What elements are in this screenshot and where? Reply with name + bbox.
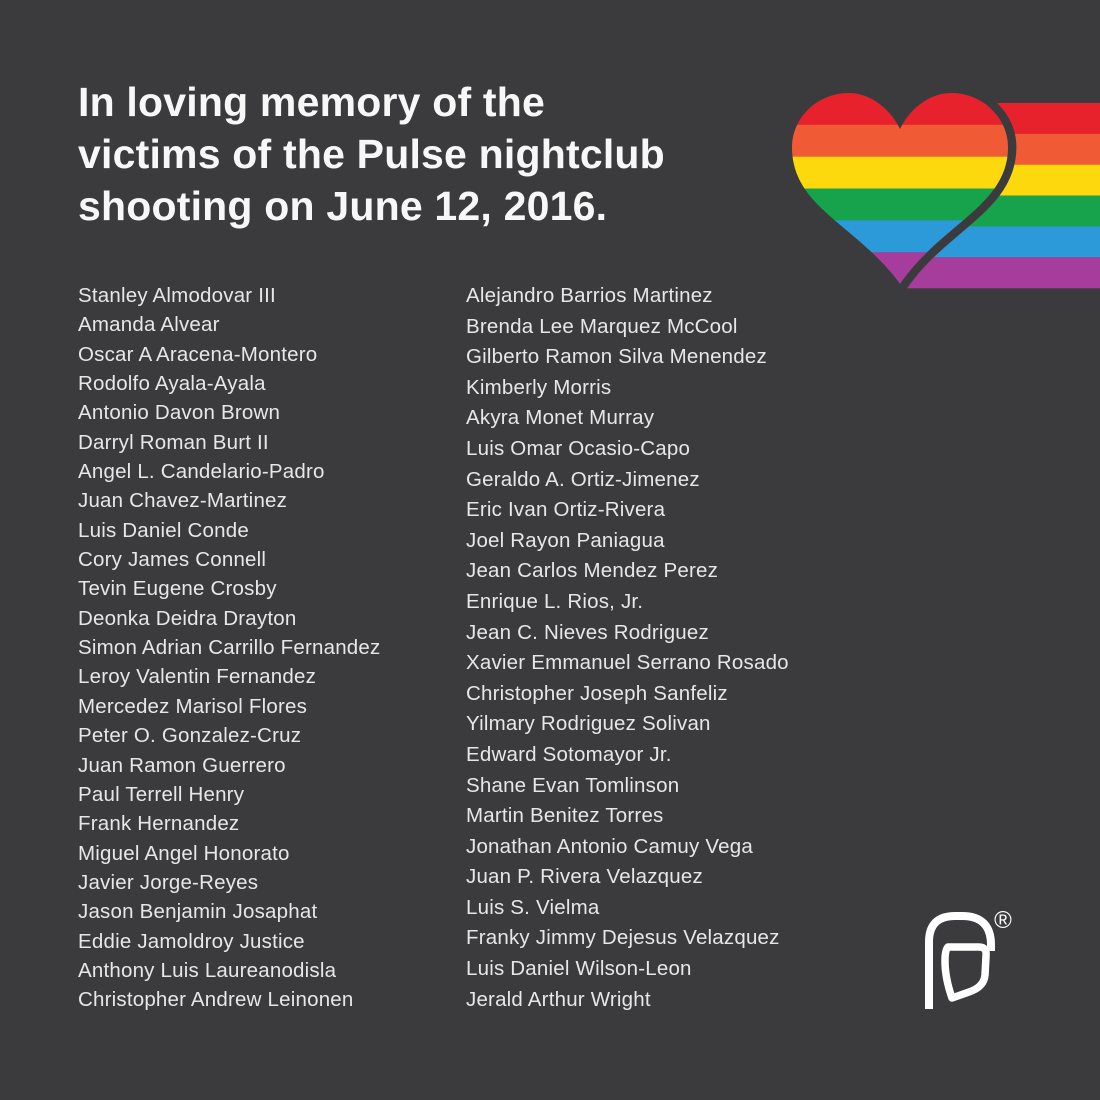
heart-stripe: [778, 93, 1023, 125]
victim-name: Enrique L. Rios, Jr.: [466, 589, 644, 613]
flag-stripe: [903, 257, 1100, 288]
victim-name: Jason Benjamin Josaphat: [78, 900, 318, 924]
victim-name: Juan Ramon Guerrero: [78, 753, 286, 777]
victim-name: Tevin Eugene Crosby: [78, 577, 277, 601]
victim-name: Luis Omar Ocasio-Capo: [466, 436, 691, 460]
victim-name: Stanley Almodovar III: [78, 284, 276, 307]
logo-leaf-stroke: [945, 947, 986, 998]
victim-name: Edward Sotomayor Jr.: [466, 742, 672, 766]
victim-name: Antonio Davon Brown: [78, 401, 281, 425]
victim-name: Angel L. Candelario-Padro: [78, 460, 325, 484]
victim-name: Amanda Alvear: [78, 313, 220, 337]
registered-trademark-symbol: ®: [994, 907, 1012, 934]
victim-name: Anthony Luis Laureanodisla: [78, 958, 337, 982]
title-line-1: In loving memory of the: [78, 79, 546, 125]
victim-name: Rodolfo Ayala-Ayala: [78, 372, 266, 396]
victim-name: Christopher Andrew Leinonen: [78, 988, 354, 1012]
victim-name: Juan P. Rivera Velazquez: [466, 865, 703, 889]
pride-heart-icon: [778, 56, 1100, 296]
victim-name: Peter O. Gonzalez-Cruz: [78, 724, 302, 748]
victim-name: Akyra Monet Murray: [466, 406, 655, 430]
victim-name: Oscar A Aracena-Montero: [78, 342, 318, 366]
victim-name: Deonka Deidra Drayton: [78, 606, 297, 630]
victim-name: Frank Hernandez: [78, 812, 240, 836]
victim-name: Kimberly Morris: [466, 375, 612, 399]
victim-name: Mercedez Marisol Flores: [78, 694, 308, 718]
victim-name: Eric Ivan Ortiz-Rivera: [466, 498, 666, 522]
victim-name: Jean Carlos Mendez Perez: [466, 559, 719, 583]
victim-name: Gilberto Ramon Silva Menendez: [466, 345, 767, 369]
victim-name: Luis Daniel Wilson-Leon: [466, 957, 692, 981]
title-line-2: victims of the Pulse nightclub: [78, 131, 665, 177]
victim-name: Brenda Lee Marquez McCool: [466, 314, 738, 338]
victim-name: Darryl Roman Burt II: [78, 430, 269, 454]
heart-stripe: [778, 125, 1023, 157]
victim-name: Geraldo A. Ortiz-Jimenez: [466, 467, 700, 491]
victim-name: Martin Benitez Torres: [466, 804, 664, 828]
victim-name: Xavier Emmanuel Serrano Rosado: [466, 651, 789, 675]
victim-name: Miguel Angel Honorato: [78, 841, 290, 865]
planned-parenthood-logo-icon: [920, 898, 1025, 1016]
victim-name: Simon Adrian Carrillo Fernandez: [78, 636, 381, 660]
victim-name: Joel Rayon Paniagua: [466, 528, 665, 552]
victim-name: Paul Terrell Henry: [78, 782, 245, 806]
heart-stripe: [778, 157, 1023, 189]
victim-name: Yilmary Rodriguez Solivan: [466, 712, 711, 736]
title-line-3: shooting on June 12, 2016.: [78, 183, 608, 229]
victim-name: Juan Chavez-Martinez: [78, 489, 288, 513]
victim-name: Luis S. Vielma: [466, 895, 600, 919]
victim-name: Franky Jimmy Dejesus Velazquez: [466, 926, 780, 950]
victim-names-left-column: [78, 281, 380, 1015]
memorial-title: [78, 76, 665, 232]
victim-name: Leroy Valentin Fernandez: [78, 665, 317, 689]
victim-name: Alejandro Barrios Martinez: [466, 284, 713, 307]
victim-name: Shane Evan Tomlinson: [466, 773, 680, 797]
victim-name: Jerald Arthur Wright: [466, 987, 651, 1011]
victim-name: Eddie Jamoldroy Justice: [78, 929, 305, 953]
victim-name: Luis Daniel Conde: [78, 518, 249, 542]
victim-name: Cory James Connell: [78, 548, 267, 572]
victim-name: Javier Jorge-Reyes: [78, 870, 259, 894]
victim-name: Christopher Joseph Sanfeliz: [466, 681, 728, 705]
victim-names-right-column: [466, 281, 789, 1015]
victim-name: Jean C. Nieves Rodriguez: [466, 620, 709, 644]
victim-name: Jonathan Antonio Camuy Vega: [466, 834, 753, 858]
